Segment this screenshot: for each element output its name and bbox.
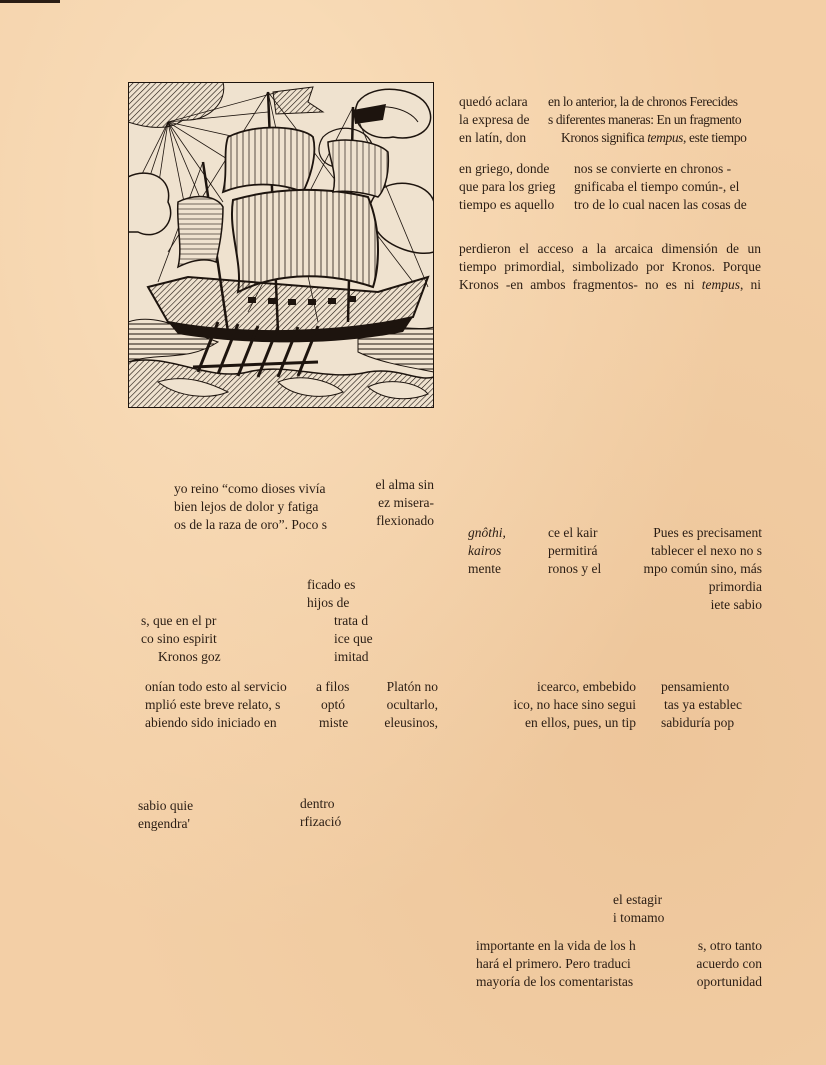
text-line: en lo anterior, la de chronos Ferecides <box>548 94 738 109</box>
mid-left-col2 <box>360 476 434 530</box>
text-line: kairos <box>468 543 502 558</box>
text-line: gnôthi, <box>468 525 506 540</box>
text-line: engendra' <box>138 816 190 831</box>
text-line: mente <box>468 561 501 576</box>
text-line: que para los grieg <box>459 179 556 194</box>
text-line: rfizació <box>300 814 342 829</box>
text-line: pensamiento <box>661 679 730 694</box>
text-line: onían todo esto al servicio <box>145 679 287 694</box>
text-line: oportunidad <box>696 974 762 989</box>
row4-col1 <box>145 678 287 732</box>
second-fragment-col1 <box>459 160 555 214</box>
row4-col4 <box>500 678 636 732</box>
text-line: ronos y el <box>548 561 602 576</box>
top-rule <box>0 0 60 3</box>
text-line: en latín, don <box>459 130 527 145</box>
text-line: Pues es precisament <box>653 525 762 540</box>
text-line: perdieron el acceso a la arcaica dimensión de un <box>459 241 761 256</box>
text-line: sabio quie <box>138 798 194 813</box>
bottom-col1 <box>476 937 636 991</box>
row5-col2 <box>300 795 341 831</box>
text-line: ico, no hace sino segui <box>513 697 636 712</box>
text-line: tiempo primordial, simbolizado por Kronos. Porque <box>459 259 761 274</box>
third-paragraph <box>459 240 761 294</box>
text-line: s diferentes maneras: En un fragmento <box>548 112 742 127</box>
text-line: mayoría de los comentaristas <box>476 974 634 989</box>
text-line: sabiduría pop <box>661 715 735 730</box>
row4-col5 <box>661 678 742 732</box>
row4-col3 <box>364 678 438 732</box>
mid-right-col3 <box>612 524 762 614</box>
text-line: mplió este breve relato, s <box>145 697 281 712</box>
italic-term: tempus <box>647 130 684 145</box>
text-line: icearco, embebido <box>537 679 636 694</box>
fragment-a <box>307 576 355 612</box>
mid-left-col1 <box>174 480 327 534</box>
text-line: hijos de <box>307 595 350 610</box>
text-line: mpo común sino, más <box>643 561 762 576</box>
text-span: , ni <box>739 277 761 292</box>
italic-term: tempus <box>701 277 740 292</box>
text-line: trata d <box>334 613 369 628</box>
text-line: tas ya establec <box>664 697 742 712</box>
text-line: os de la raza de oro”. Poco s <box>174 517 327 532</box>
text-line: en ellos, pues, un tip <box>525 715 636 730</box>
mid-right-col2 <box>548 524 601 578</box>
row6-col1 <box>613 891 664 927</box>
text-line: importante en la vida de los h <box>476 938 636 953</box>
text-line: primordia <box>708 579 762 594</box>
text-line: gnificaba el tiempo común-, el <box>574 179 740 194</box>
text-line: tiempo es aquello <box>459 197 555 212</box>
text-line <box>459 276 761 294</box>
row5-col1 <box>138 797 193 833</box>
mid-right-col1 <box>468 524 506 578</box>
top-fragment-col2 <box>548 93 746 147</box>
text-line: ocultarlo, <box>386 697 438 712</box>
text-line: i tomamo <box>613 910 665 925</box>
text-line <box>548 129 746 147</box>
text-line: nos se convierte en chronos - <box>574 161 732 176</box>
text-line: imitad <box>334 649 369 664</box>
text-line: Kronos goz <box>158 649 221 664</box>
text-line: ficado es <box>307 577 356 592</box>
galleon-woodcut-illustration <box>128 82 434 408</box>
text-line: tablecer el nexo no s <box>651 543 762 558</box>
second-fragment-col2 <box>574 160 747 214</box>
text-line: en griego, donde <box>459 161 550 176</box>
text-line: permitirá <box>548 543 598 558</box>
text-line: iete sabio <box>710 597 762 612</box>
text-line: ce el kair <box>548 525 598 540</box>
text-span: , este tiempo <box>683 130 747 145</box>
text-line: optó <box>321 697 346 712</box>
text-line: Platón no <box>386 679 438 694</box>
text-line: flexionado <box>376 513 434 528</box>
text-line: yo reino “como dioses vivía <box>174 481 326 496</box>
text-line: miste <box>319 715 349 730</box>
text-line: tro de lo cual nacen las cosas de <box>574 197 747 212</box>
fragment-b-col1 <box>141 612 221 666</box>
text-line: s, que en el pr <box>141 613 217 628</box>
text-span: Kronos -en ambos fragmentos- no es ni <box>459 277 702 292</box>
text-line: ice que <box>334 631 373 646</box>
fragment-b-col2 <box>334 612 373 666</box>
top-fragment-col1 <box>459 93 529 147</box>
text-line: ez misera- <box>378 495 434 510</box>
text-line: hará el primero. Pero traduci <box>476 956 631 971</box>
text-span: Kronos significa <box>561 130 648 145</box>
text-line: a filos <box>316 679 350 694</box>
text-line: quedó aclara <box>459 94 528 109</box>
text-line: el estagir <box>613 892 663 907</box>
text-line: dentro <box>300 796 335 811</box>
text-line: bien lejos de dolor y fatiga <box>174 499 319 514</box>
row4-col2 <box>316 678 349 732</box>
text-line: acuerdo con <box>696 956 762 971</box>
text-line: el alma sin <box>375 477 434 492</box>
text-line: s, otro tanto <box>697 938 762 953</box>
text-line: eleusinos, <box>384 715 438 730</box>
text-line: co sino espirit <box>141 631 217 646</box>
bottom-col2 <box>670 937 762 991</box>
text-line: la expresa de <box>459 112 530 127</box>
text-line: abiendo sido iniciado en <box>145 715 277 730</box>
